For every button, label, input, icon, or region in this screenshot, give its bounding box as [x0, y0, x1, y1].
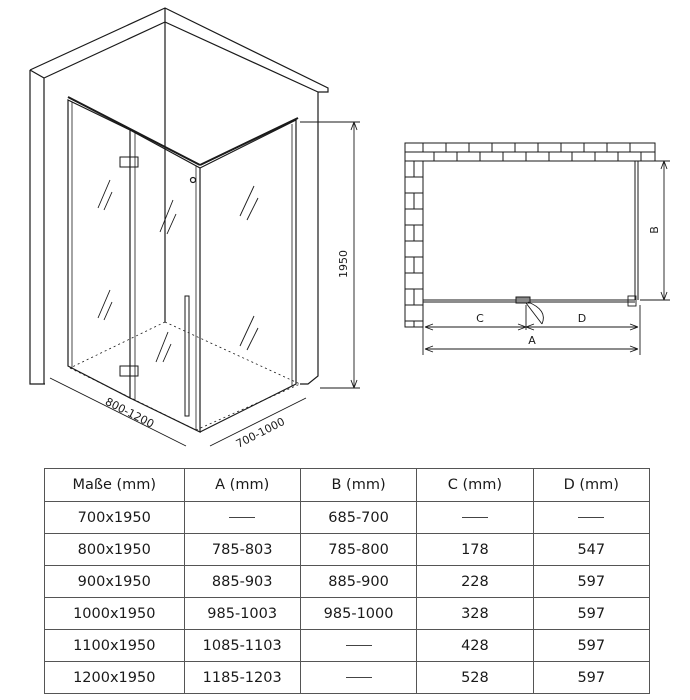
knob	[191, 178, 196, 183]
cell-a: 785-803	[184, 534, 300, 566]
cell-d: 597	[533, 662, 649, 694]
header-d: D (mm)	[533, 469, 649, 502]
width-label: 800-1200	[103, 395, 157, 431]
side-panel	[200, 120, 296, 432]
cell-c: 328	[417, 598, 533, 630]
cell-a: 985-1003	[184, 598, 300, 630]
brick-wall-left	[405, 161, 423, 327]
table-row	[45, 534, 650, 566]
cell-d: 597	[533, 566, 649, 598]
label-b: B	[648, 226, 661, 234]
cell-c: 528	[417, 662, 533, 694]
label-c: C	[476, 312, 484, 325]
plan-view	[405, 143, 670, 355]
cell-a: 1085-1103	[184, 630, 300, 662]
wall-outline	[30, 8, 328, 384]
height-label: 1950	[337, 250, 350, 278]
cell-a	[184, 502, 300, 534]
dimensions-table	[44, 468, 650, 694]
cell-d	[533, 502, 649, 534]
cell-size: 1100x1950	[45, 630, 185, 662]
cell-size: 800x1950	[45, 534, 185, 566]
height-dimension-line	[300, 122, 360, 388]
depth-label: 700-1000	[233, 415, 287, 451]
cell-b: 685-700	[300, 502, 416, 534]
cell-b: 985-1000	[300, 598, 416, 630]
table-row	[45, 566, 650, 598]
cell-b	[300, 630, 416, 662]
header-size: Maße (mm)	[45, 469, 185, 502]
isometric-view	[30, 8, 360, 446]
cell-c: 228	[417, 566, 533, 598]
cell-a: 885-903	[184, 566, 300, 598]
label-a: A	[528, 334, 536, 347]
left-fixed-panel	[68, 100, 130, 398]
cell-d: 597	[533, 598, 649, 630]
table-header-row	[45, 469, 650, 502]
header-a: A (mm)	[184, 469, 300, 502]
cell-size: 700x1950	[45, 502, 185, 534]
glass-reflections	[98, 180, 258, 362]
brick-wall-top	[405, 143, 655, 161]
cell-size: 1200x1950	[45, 662, 185, 694]
hinge-plan	[516, 297, 530, 303]
cell-a: 1185-1203	[184, 662, 300, 694]
cell-b: 885-900	[300, 566, 416, 598]
header-b: B (mm)	[300, 469, 416, 502]
cell-b	[300, 662, 416, 694]
table-row	[45, 630, 650, 662]
table-row	[45, 502, 650, 534]
cell-d: 547	[533, 534, 649, 566]
top-rail	[68, 97, 200, 165]
cell-c	[417, 502, 533, 534]
cell-c: 428	[417, 630, 533, 662]
cell-d: 597	[533, 630, 649, 662]
cell-size: 900x1950	[45, 566, 185, 598]
door-handle	[185, 296, 189, 416]
cell-size: 1000x1950	[45, 598, 185, 630]
header-c: C (mm)	[417, 469, 533, 502]
cell-c: 178	[417, 534, 533, 566]
door-swing-arc	[528, 302, 543, 324]
table-row	[45, 598, 650, 630]
cell-b: 785-800	[300, 534, 416, 566]
table-row	[45, 662, 650, 694]
label-d: D	[577, 312, 587, 325]
